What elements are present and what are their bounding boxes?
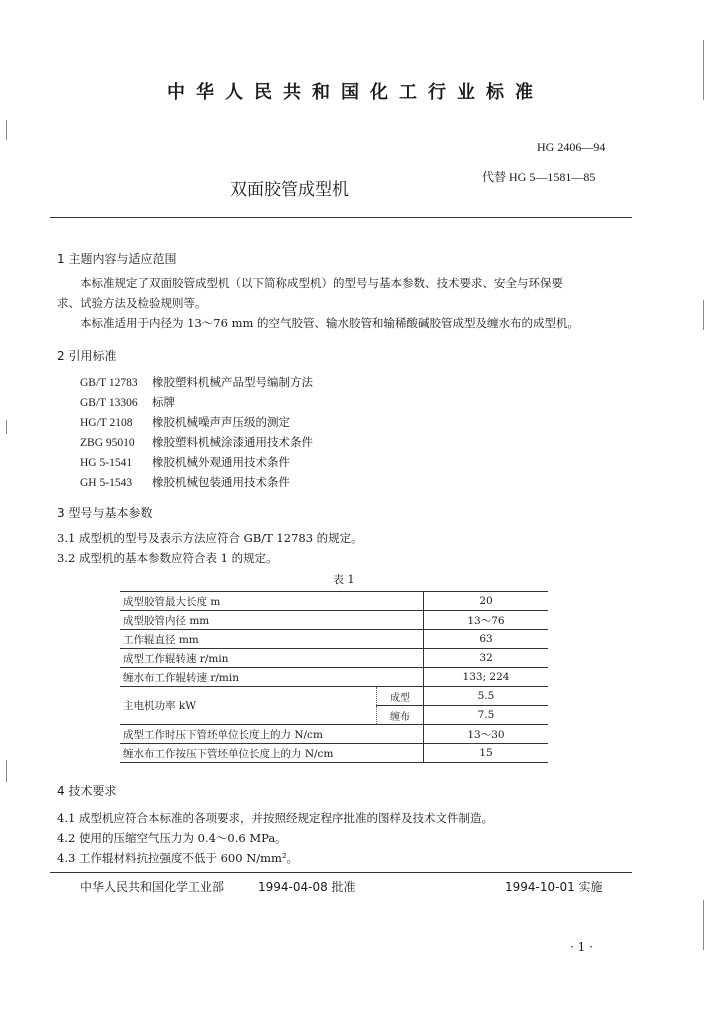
param-label: 主电机功率 kW (120, 687, 377, 725)
param-sublabel: 成型 (377, 687, 424, 706)
reference-item: GB/T 12783 橡胶塑料机械产品型号编制方法 (80, 375, 313, 389)
param-value: 133; 224 (424, 668, 549, 687)
table-row (120, 725, 548, 744)
clause-4-2: 4.2 使用的压缩空气压力为 0.4～0.6 MPa。 (57, 831, 287, 845)
table-row (120, 649, 548, 668)
reference-item: GB/T 13306 标牌 (80, 395, 175, 409)
param-label: 缠水布工作辊转速 r/min (120, 668, 424, 687)
scan-edge-mark (6, 120, 7, 140)
param-value: 5.5 (424, 687, 549, 706)
section-1-para-2: 本标准适用于内径为 13～76 mm 的空气胶管、输水胶管和输稀酸碱胶管成型及缠水布的成型机。 (80, 316, 580, 330)
standard-header: 中华人民共和国化工行业标准 (167, 82, 544, 103)
footer-divider (50, 872, 632, 873)
reference-item: ZBG 95010 橡胶塑料机械涂漆通用技术条件 (80, 435, 313, 449)
table-row (120, 668, 548, 687)
section-1-heading: 1 主题内容与适应范围 (57, 252, 177, 266)
param-label: 成型工作时压下管坯单位长度上的力 N/cm (120, 725, 424, 744)
title-divider (50, 217, 632, 218)
section-4-heading: 4 技术要求 (57, 784, 117, 798)
param-value: 7.5 (424, 706, 549, 725)
scan-edge-mark (703, 900, 704, 950)
effective-date: 1994-10-01 实施 (505, 880, 603, 894)
section-2-heading: 2 引用标准 (57, 349, 117, 363)
replaces-standard: 代替 HG 5—1581—85 (482, 170, 596, 184)
clause-3-1: 3.1 成型机的型号及表示方法应符合 GB/T 12783 的规定。 (57, 531, 363, 545)
param-label: 成型工作辊转速 r/min (120, 649, 424, 668)
issuing-authority: 中华人民共和国化学工业部 (80, 880, 225, 894)
table-row (120, 744, 548, 763)
param-value: 15 (424, 744, 549, 763)
standard-number: HG 2406—94 (537, 140, 606, 154)
table-row (120, 630, 548, 649)
table-row (120, 687, 548, 706)
reference-item: GH 5-1543 橡胶机械包装通用技术条件 (80, 475, 290, 489)
section-1-para-1b: 求、试验方法及检验规则等。 (57, 296, 207, 310)
reference-item: HG 5-1541 橡胶机械外观通用技术条件 (80, 455, 290, 469)
param-label: 工作辊直径 mm (120, 630, 424, 649)
page-number: · 1 · (570, 940, 593, 954)
table-caption: 表 1 (333, 573, 355, 586)
table-row (120, 611, 548, 630)
clause-3-2: 3.2 成型机的基本参数应符合表 1 的规定。 (57, 551, 278, 565)
param-label: 成型胶管内径 mm (120, 611, 424, 630)
param-value: 13～76 (424, 611, 549, 630)
scan-edge-mark (703, 300, 704, 330)
param-sublabel: 缠布 (377, 706, 424, 725)
param-label: 缠水布工作按压下管坯单位长度上的力 N/cm (120, 744, 424, 763)
scan-edge-mark (6, 760, 7, 782)
param-value: 20 (424, 592, 549, 611)
scan-edge-mark (6, 420, 7, 434)
reference-list (80, 373, 313, 493)
approval-date: 1994-04-08 批准 (258, 880, 356, 894)
document-title: 双面胶管成型机 (230, 180, 349, 200)
clause-4-1: 4.1 成型机应符合本标准的各项要求，并按照经规定程序批准的图样及技术文件制造。 (57, 811, 493, 825)
section-1-para-1a: 本标准规定了双面胶管成型机（以下简称成型机）的型号与基本参数、技术要求、安全与环保要 (80, 276, 563, 290)
param-value: 63 (424, 630, 549, 649)
param-value: 32 (424, 649, 549, 668)
scan-edge-mark (703, 40, 704, 100)
clause-4-3: 4.3 工作辊材料抗拉强度不低于 600 N/mm²。 (57, 851, 299, 865)
reference-item: HG/T 2108 橡胶机械噪声声压级的测定 (80, 415, 290, 429)
section-3-heading: 3 型号与基本参数 (57, 506, 153, 520)
parameter-table (120, 591, 548, 763)
param-value: 13～30 (424, 725, 549, 744)
param-label: 成型胶管最大长度 m (120, 592, 424, 611)
table-row (120, 592, 548, 611)
